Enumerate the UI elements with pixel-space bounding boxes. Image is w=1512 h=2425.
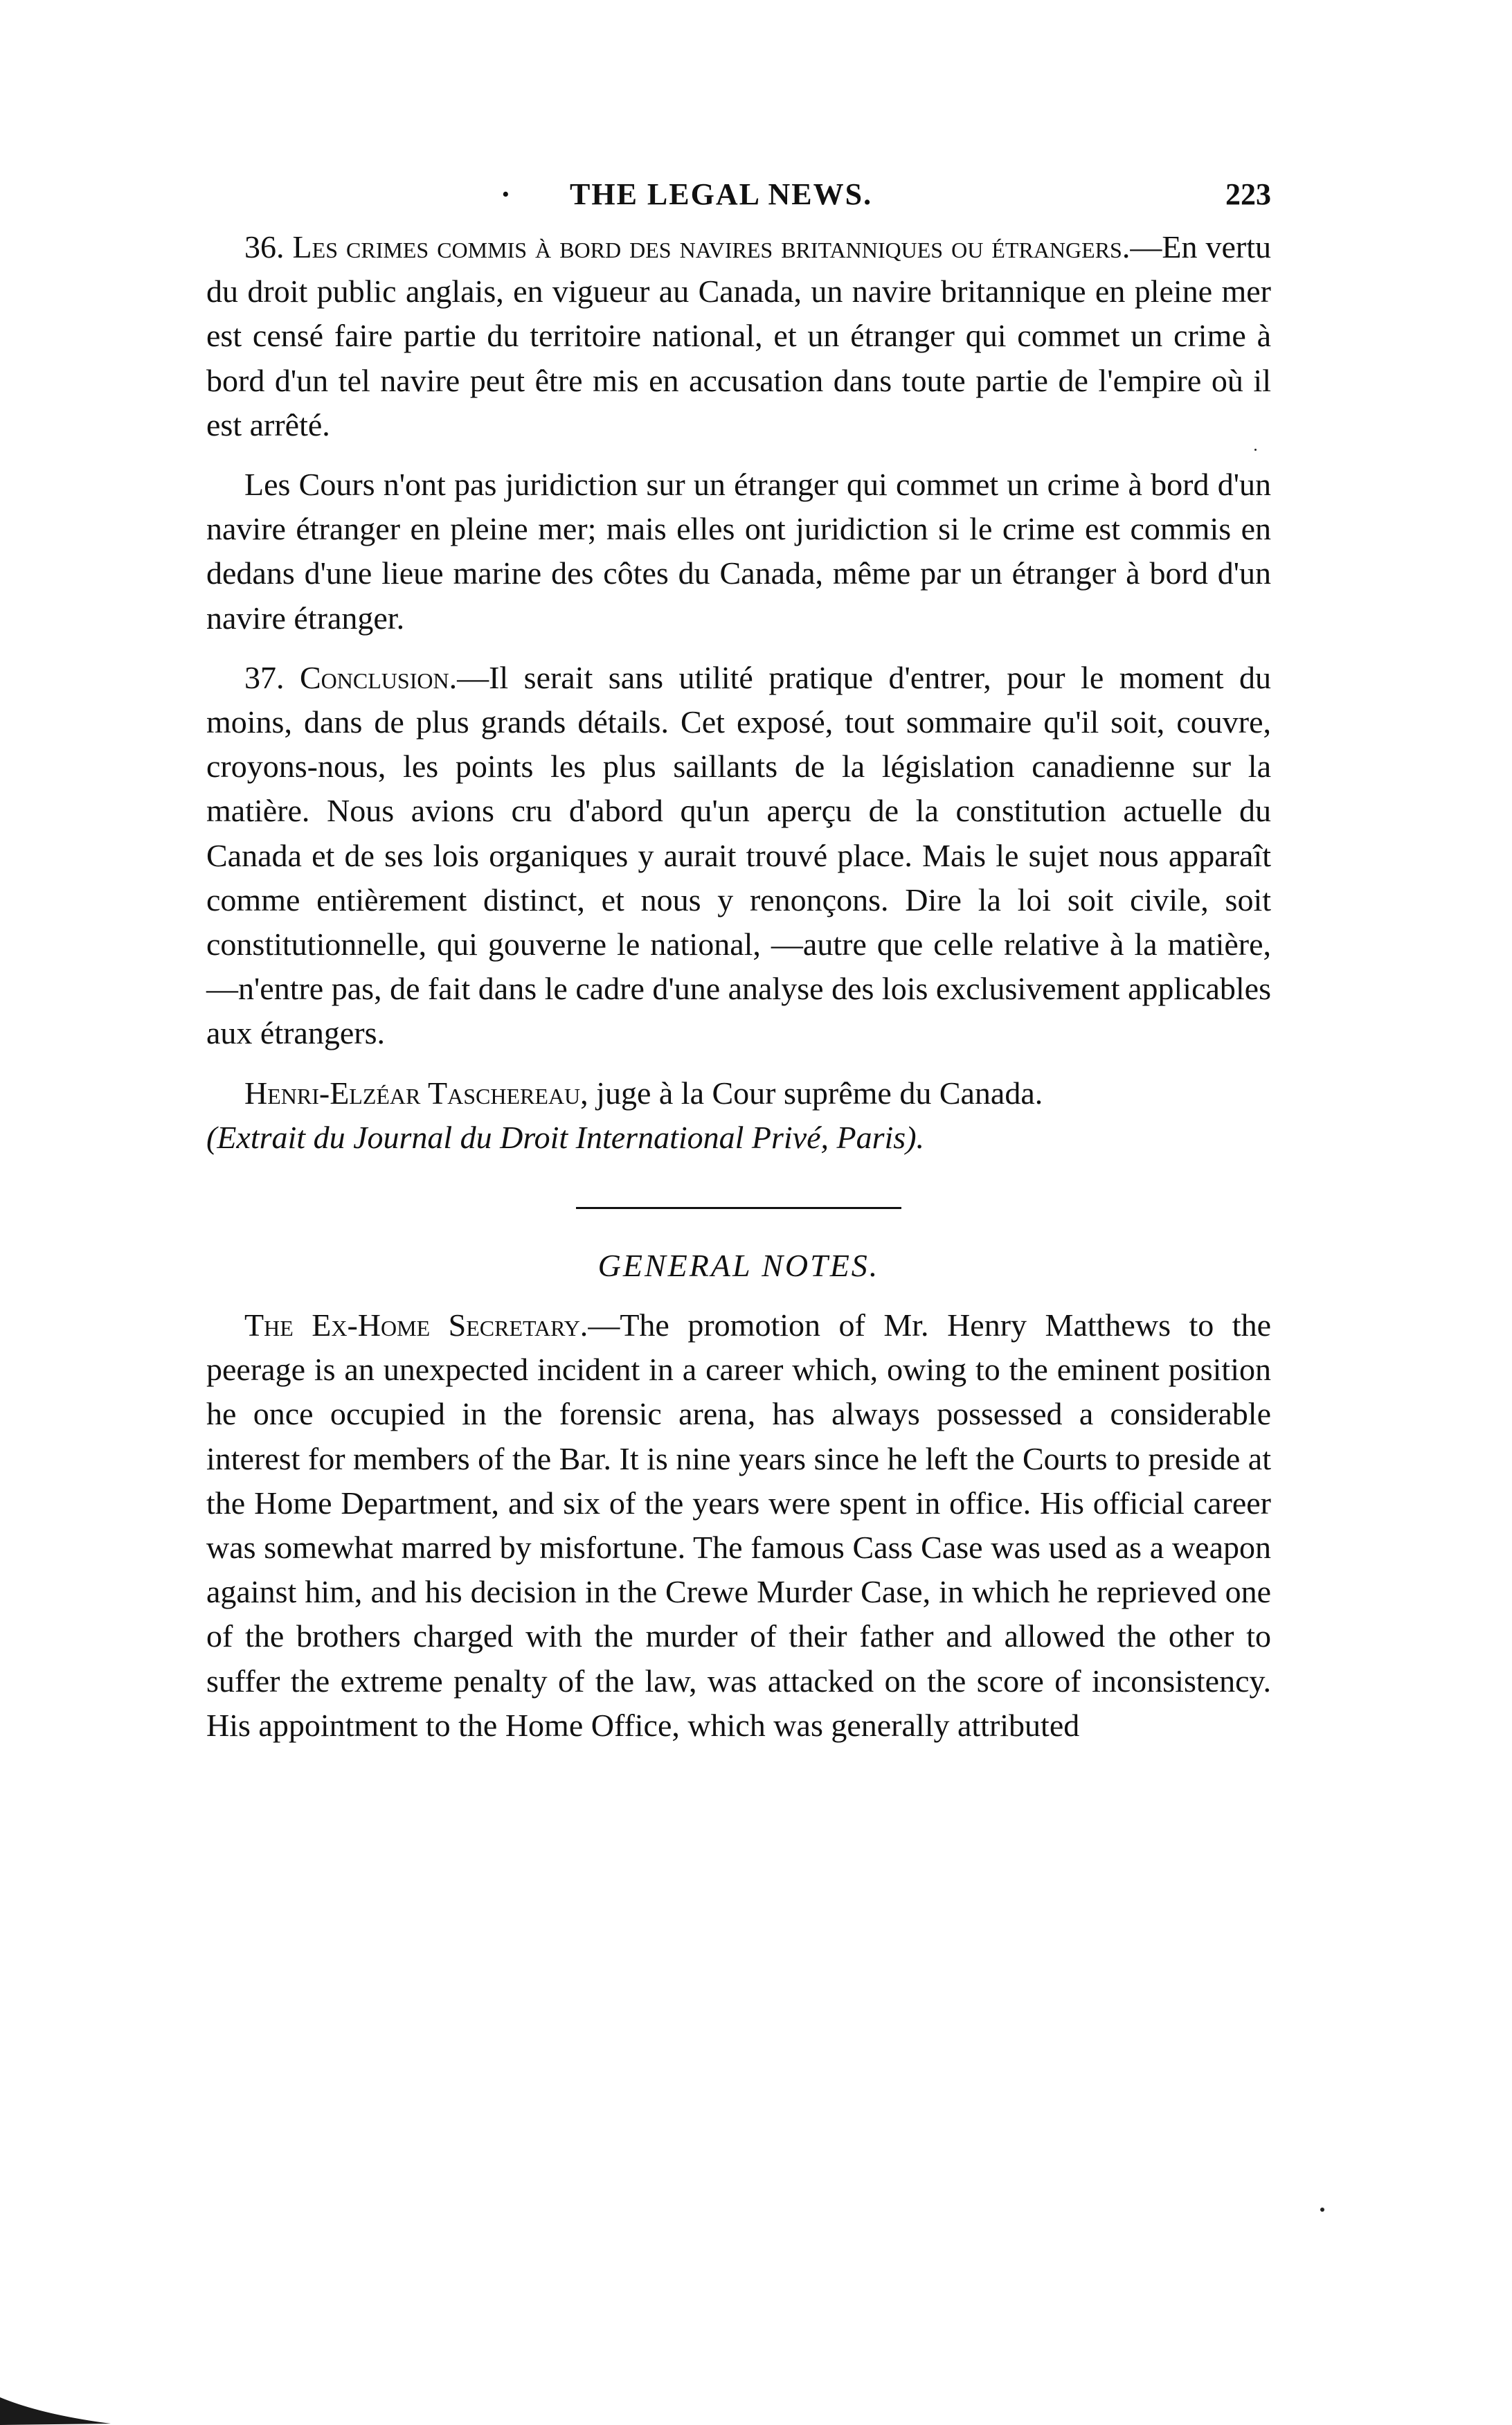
running-head [206,177,1271,225]
paragraph-cours: Les Cours n'ont pas juridiction sur un étranger qui commet un crime à bord d'un navire étranger en pleine mer; mais elles ont juridiction si le crime est commis en dedans d'une lieue marine des côtes du Canada, même par un étranger à bord d'un navire étranger. [206,467,1271,636]
author-name: Henri-Elzéar Taschereau [244,1075,581,1111]
source-citation: (Extrait du Journal du Droit International Privé, Paris). [206,1119,925,1155]
section-title: GENERAL NOTES. [597,1248,880,1284]
header-dot: · [501,177,512,211]
page-number: 223 [1225,177,1271,211]
page [206,177,1271,1748]
ink-speck [1254,449,1257,451]
section-37-text: —Il serait sans utilité pratique d'entrer, pour le moment du moins, dans de plus grands détails. Cet exposé, tout sommaire qu'il soit, couvre, croyons-nous, les points les plus saillants de la législation canadienne sur la matière. Nous avions cru d'abord qu'un aperçu de la constitution actuelle du Canada et de ses lois organiques y aurait trouvé place. Mais le sujet nous apparaît comme entièrement distinct, et nous y renonçons. Dire la loi soit civile, soit constitutionnelle, qui gouverne le national, —autre que celle relative à la matière,—n'entre pas, de fait dans le cadre d'une analyse des lois exclusivement applicables aux étrangers. [206,659,1271,1051]
paragraph-37 [206,656,1271,1056]
section-37-number: 37. [244,659,300,695]
paragraph-ex-home-secretary [206,1303,1271,1748]
paragraph-36 [206,225,1271,447]
page-edge-shadow [0,2383,111,2425]
section-37-heading: Conclusion. [300,659,458,695]
signature [206,1071,1271,1116]
note-heading: The Ex-Home Secretary. [244,1307,588,1343]
section-divider [576,1207,901,1209]
section-36-number: 36. [244,229,293,265]
ink-speck [1320,2208,1324,2212]
section-36-text: —En vertu du droit public anglais, en vigueur au Canada, un navire britannique en pleine mer est censé faire partie du territoire national, et un étranger qui commet un crime à bord d'un tel navire peut être mis en accusation dans toute partie de l'empire où il est arrêté. [206,229,1271,442]
note-text: —The promotion of Mr. Henry Matthews to the peerage is an unexpected incident in a career which, owing to the eminent position he once occupied in the forensic arena, has always possessed a considerable interest for members of the Bar. It is nine years since he left the Courts to preside at the Home Department, and six of the years were spent in office. His official career was somewhat marred by misfortune. The famous Cass Case was used as a weapon against him, and his decision in the Crewe Murder Case, in which he reprieved one of the brothers charged with the murder of their father and allowed the other to suffer the extreme penalty of the law, was attacked on the score of inconsistency. His appointment to the Home Office, which was generally attributed [206,1307,1271,1743]
section-36-heading: Les crimes commis à bord des navires britanniques ou étrangers. [292,229,1131,265]
journal-title: THE LEGAL NEWS. [570,177,873,211]
author-title: , juge à la Cour suprême du Canada. [580,1075,1043,1111]
